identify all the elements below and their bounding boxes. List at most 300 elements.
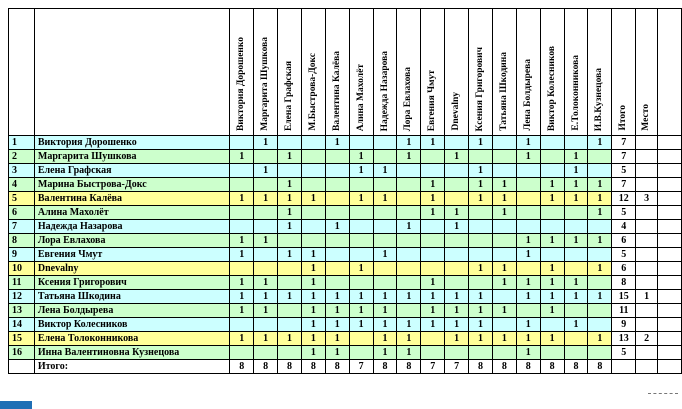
vote-cell: 1: [564, 164, 588, 178]
vote-cell: 1: [516, 150, 540, 164]
vote-cell: 1: [254, 304, 278, 318]
vote-cell: 1: [588, 234, 612, 248]
column-header: [349, 9, 373, 136]
vote-cell: [588, 164, 612, 178]
vote-cell: [373, 276, 397, 290]
row-total: 5: [612, 248, 636, 262]
row-place: [636, 164, 658, 178]
vote-cell: [516, 304, 540, 318]
vote-cell: 1: [254, 192, 278, 206]
cell-selection-marker: [0, 401, 32, 409]
row-number: 15: [9, 332, 35, 346]
row-number: 5: [9, 192, 35, 206]
vote-cell: [469, 346, 493, 360]
vote-cell: [349, 206, 373, 220]
vote-cell: 1: [445, 318, 469, 332]
vote-cell: 1: [373, 332, 397, 346]
participant-name: Елена Графская: [34, 164, 229, 178]
vote-cell: 1: [349, 290, 373, 304]
vote-cell: 1: [492, 206, 516, 220]
header-number-cell: [9, 9, 35, 136]
vote-cell: 1: [516, 276, 540, 290]
vote-cell: [349, 178, 373, 192]
column-total: 8: [588, 360, 612, 374]
vote-cell: 1: [230, 276, 254, 290]
vote-cell: 1: [230, 304, 254, 318]
vote-cell: 1: [588, 178, 612, 192]
column-header-label: Ксения Григорович: [475, 46, 486, 131]
vote-cell: [588, 248, 612, 262]
vote-cell: [469, 206, 493, 220]
vote-cell: [397, 276, 421, 290]
row-place: [636, 304, 658, 318]
vote-cell: [397, 304, 421, 318]
vote-cell: [397, 206, 421, 220]
vote-cell: 1: [397, 346, 421, 360]
vote-cell: [421, 346, 445, 360]
vote-cell: [230, 206, 254, 220]
participant-name: Валентина Калёва: [34, 192, 229, 206]
vote-cell: [516, 206, 540, 220]
dashed-divider: [648, 393, 678, 394]
row-number: 3: [9, 164, 35, 178]
vote-cell: [325, 262, 349, 276]
table-row: [9, 192, 682, 206]
row-total: 5: [612, 164, 636, 178]
vote-cell: [278, 262, 302, 276]
vote-cell: 1: [564, 290, 588, 304]
vote-cell: 1: [540, 290, 564, 304]
vote-cell: 1: [254, 332, 278, 346]
vote-cell: [445, 276, 469, 290]
vote-cell: 1: [469, 304, 493, 318]
vote-cell: 1: [564, 276, 588, 290]
column-header: [492, 9, 516, 136]
row-total: 6: [612, 262, 636, 276]
vote-cell: 1: [230, 248, 254, 262]
column-header-label: М.Быстрова-Докс: [307, 53, 318, 131]
vote-cell: [349, 234, 373, 248]
vote-cell: [325, 178, 349, 192]
vote-cell: 1: [397, 136, 421, 150]
vote-cell: 1: [469, 164, 493, 178]
vote-cell: [278, 276, 302, 290]
vote-cell: [230, 318, 254, 332]
vote-cell: [325, 164, 349, 178]
row-place: 1: [636, 290, 658, 304]
vote-cell: [397, 164, 421, 178]
participant-name: Лена Болдырева: [34, 304, 229, 318]
vote-cell: [445, 192, 469, 206]
header-total: [612, 9, 636, 136]
column-header-label: Валентина Калёва: [331, 51, 342, 131]
vote-cell: [469, 234, 493, 248]
vote-cell: [254, 262, 278, 276]
vote-cell: [373, 234, 397, 248]
vote-cell: [254, 346, 278, 360]
participant-name: Татьяна Шкодина: [34, 290, 229, 304]
vote-cell: [564, 346, 588, 360]
vote-cell: [492, 290, 516, 304]
vote-cell: 1: [445, 150, 469, 164]
vote-cell: [254, 206, 278, 220]
column-header-label: Татьяна Шкодина: [498, 52, 509, 131]
table-row: [9, 248, 682, 262]
vote-cell: [254, 248, 278, 262]
row-place: 2: [636, 332, 658, 346]
vote-cell: 1: [564, 178, 588, 192]
row-total: 9: [612, 318, 636, 332]
row-spacer: [658, 304, 682, 318]
vote-cell: [301, 178, 325, 192]
vote-cell: 1: [445, 220, 469, 234]
vote-cell: [397, 192, 421, 206]
vote-cell: 1: [492, 276, 516, 290]
row-spacer: [658, 136, 682, 150]
vote-cell: 1: [445, 206, 469, 220]
row-place: [636, 262, 658, 276]
vote-cell: [373, 220, 397, 234]
vote-cell: 1: [325, 304, 349, 318]
vote-cell: 1: [278, 178, 302, 192]
column-header-label: Виктория Дорошенко: [236, 37, 247, 131]
vote-cell: 1: [373, 192, 397, 206]
vote-cell: 1: [421, 276, 445, 290]
vote-cell: 1: [254, 276, 278, 290]
vote-cell: [421, 164, 445, 178]
column-header: [469, 9, 493, 136]
vote-cell: [230, 346, 254, 360]
vote-cell: [230, 262, 254, 276]
vote-cell: 1: [278, 220, 302, 234]
row-spacer: [658, 332, 682, 346]
row-total: 12: [612, 192, 636, 206]
vote-cell: 1: [469, 290, 493, 304]
vote-cell: [421, 248, 445, 262]
column-header: [373, 9, 397, 136]
vote-cell: [373, 262, 397, 276]
row-spacer: [658, 276, 682, 290]
vote-cell: 1: [325, 290, 349, 304]
vote-cell: [564, 206, 588, 220]
vote-cell: [373, 150, 397, 164]
column-header: [588, 9, 612, 136]
vote-cell: 1: [278, 248, 302, 262]
vote-cell: 1: [421, 206, 445, 220]
row-total: 7: [612, 150, 636, 164]
vote-cell: 1: [301, 276, 325, 290]
table-row: [9, 332, 682, 346]
row-place: [636, 234, 658, 248]
column-header-label: Е.Толоконникова: [570, 55, 581, 131]
column-total: 8: [469, 360, 493, 374]
vote-cell: 1: [540, 262, 564, 276]
column-total: 7: [349, 360, 373, 374]
vote-cell: 1: [516, 234, 540, 248]
vote-cell: 1: [301, 248, 325, 262]
column-total: 8: [516, 360, 540, 374]
row-spacer: [658, 318, 682, 332]
row-spacer: [658, 346, 682, 360]
vote-cell: 1: [492, 304, 516, 318]
vote-cell: 1: [325, 318, 349, 332]
vote-cell: 1: [588, 192, 612, 206]
vote-cell: [492, 164, 516, 178]
table-row: [9, 304, 682, 318]
vote-cell: 1: [325, 332, 349, 346]
row-number: 7: [9, 220, 35, 234]
table-row: [9, 290, 682, 304]
vote-cell: 1: [540, 332, 564, 346]
vote-cell: 1: [278, 290, 302, 304]
vote-cell: [373, 178, 397, 192]
vote-cell: 1: [421, 192, 445, 206]
row-total: 5: [612, 206, 636, 220]
vote-cell: [421, 332, 445, 346]
row-number: 10: [9, 262, 35, 276]
totals-row: [9, 360, 682, 374]
vote-cell: 1: [540, 234, 564, 248]
vote-cell: 1: [397, 220, 421, 234]
header-row: [9, 9, 682, 136]
vote-cell: [278, 136, 302, 150]
vote-cell: 1: [469, 262, 493, 276]
vote-cell: 1: [397, 318, 421, 332]
table-row: [9, 262, 682, 276]
row-total: 6: [612, 234, 636, 248]
vote-cell: 1: [445, 290, 469, 304]
vote-cell: 1: [325, 220, 349, 234]
row-spacer: [658, 290, 682, 304]
row-place: [636, 248, 658, 262]
vote-cell: 1: [278, 206, 302, 220]
vote-cell: 1: [230, 234, 254, 248]
vote-cell: [325, 248, 349, 262]
vote-cell: [492, 234, 516, 248]
vote-cell: 1: [588, 332, 612, 346]
vote-cell: [373, 206, 397, 220]
row-spacer: [658, 220, 682, 234]
vote-cell: 1: [325, 136, 349, 150]
column-header-label: Виктор Колесников: [546, 45, 557, 131]
place-header-label: Место: [641, 104, 652, 131]
vote-cell: [301, 136, 325, 150]
column-total: 8: [564, 360, 588, 374]
vote-cell: [540, 318, 564, 332]
participant-name: Виктор Колесников: [34, 318, 229, 332]
vote-cell: [540, 248, 564, 262]
row-number: 4: [9, 178, 35, 192]
row-place: [636, 220, 658, 234]
vote-cell: [564, 304, 588, 318]
column-total: 8: [540, 360, 564, 374]
row-spacer: [658, 206, 682, 220]
vote-cell: 1: [540, 178, 564, 192]
vote-cell: 1: [373, 290, 397, 304]
vote-cell: [445, 346, 469, 360]
vote-cell: 1: [469, 136, 493, 150]
row-spacer: [658, 234, 682, 248]
vote-cell: [588, 346, 612, 360]
column-total: 8: [373, 360, 397, 374]
vote-cell: [540, 220, 564, 234]
table-row: [9, 164, 682, 178]
vote-cell: 1: [230, 192, 254, 206]
vote-cell: 1: [349, 164, 373, 178]
column-header-label: И.В.Кузнецова: [594, 67, 605, 131]
vote-cell: [445, 234, 469, 248]
participant-name: Виктория Дорошенко: [34, 136, 229, 150]
vote-cell: [492, 136, 516, 150]
vote-cell: 1: [349, 150, 373, 164]
score-table: [8, 8, 682, 374]
vote-cell: [230, 178, 254, 192]
vote-cell: [230, 220, 254, 234]
row-number: 13: [9, 304, 35, 318]
vote-cell: 1: [516, 346, 540, 360]
vote-cell: 1: [373, 248, 397, 262]
participant-name: Алина Махолёт: [34, 206, 229, 220]
vote-cell: [397, 248, 421, 262]
vote-cell: [564, 332, 588, 346]
vote-cell: 1: [588, 206, 612, 220]
table-row: [9, 276, 682, 290]
vote-cell: [254, 150, 278, 164]
row-number: 1: [9, 136, 35, 150]
vote-cell: 1: [588, 262, 612, 276]
vote-cell: [397, 234, 421, 248]
vote-cell: [349, 276, 373, 290]
vote-cell: 1: [540, 192, 564, 206]
vote-cell: [540, 346, 564, 360]
vote-cell: 1: [492, 192, 516, 206]
vote-cell: [301, 220, 325, 234]
total-header-label: Итого: [618, 105, 629, 131]
vote-cell: [588, 304, 612, 318]
totals-empty: [658, 360, 682, 374]
vote-cell: 1: [421, 318, 445, 332]
column-header: [397, 9, 421, 136]
vote-cell: [301, 150, 325, 164]
row-spacer: [658, 192, 682, 206]
vote-cell: [516, 192, 540, 206]
row-spacer: [658, 178, 682, 192]
vote-cell: [230, 164, 254, 178]
vote-cell: 1: [492, 332, 516, 346]
vote-cell: 1: [301, 290, 325, 304]
vote-cell: 1: [278, 332, 302, 346]
row-spacer: [658, 248, 682, 262]
vote-cell: [325, 276, 349, 290]
vote-cell: [301, 164, 325, 178]
participant-name: Елена Толоконникова: [34, 332, 229, 346]
vote-cell: [492, 248, 516, 262]
table-row: [9, 206, 682, 220]
vote-cell: [230, 136, 254, 150]
column-header-label: Лена Болдырева: [522, 59, 533, 131]
row-total: 5: [612, 346, 636, 360]
column-header: [540, 9, 564, 136]
header-spacer: [658, 9, 682, 136]
vote-cell: 1: [516, 248, 540, 262]
vote-cell: [469, 150, 493, 164]
column-total: 8: [397, 360, 421, 374]
vote-cell: [492, 220, 516, 234]
column-header-label: Алина Махолёт: [355, 63, 366, 131]
vote-cell: [421, 220, 445, 234]
column-total: 8: [254, 360, 278, 374]
row-place: [636, 276, 658, 290]
vote-cell: [516, 164, 540, 178]
row-place: [636, 346, 658, 360]
participant-name: Марина Быстрова-Докс: [34, 178, 229, 192]
vote-cell: 1: [278, 150, 302, 164]
vote-cell: 1: [564, 150, 588, 164]
participant-name: Маргарита Шушкова: [34, 150, 229, 164]
column-header: [325, 9, 349, 136]
vote-cell: [421, 262, 445, 276]
vote-cell: 1: [492, 262, 516, 276]
vote-cell: 1: [278, 192, 302, 206]
vote-cell: 1: [469, 318, 493, 332]
column-header-label: Евгения Чмут: [427, 69, 438, 131]
vote-cell: 1: [516, 332, 540, 346]
vote-cell: [278, 304, 302, 318]
vote-cell: [540, 150, 564, 164]
participant-name: Евгения Чмут: [34, 248, 229, 262]
participant-name: Инна Валентиновна Кузнецова: [34, 346, 229, 360]
vote-cell: [445, 262, 469, 276]
vote-cell: 1: [301, 332, 325, 346]
column-total: 8: [278, 360, 302, 374]
header-name-cell: [34, 9, 229, 136]
table-row: [9, 136, 682, 150]
vote-cell: 1: [588, 290, 612, 304]
totals-empty: [636, 360, 658, 374]
row-place: 3: [636, 192, 658, 206]
column-header: [278, 9, 302, 136]
vote-cell: [421, 150, 445, 164]
vote-cell: [469, 248, 493, 262]
vote-cell: 1: [230, 290, 254, 304]
vote-cell: 1: [301, 346, 325, 360]
vote-cell: 1: [349, 192, 373, 206]
vote-cell: [325, 206, 349, 220]
vote-cell: 1: [301, 262, 325, 276]
table-row: [9, 150, 682, 164]
vote-cell: 1: [516, 290, 540, 304]
row-total: 15: [612, 290, 636, 304]
row-number: 16: [9, 346, 35, 360]
row-number: 2: [9, 150, 35, 164]
vote-cell: 1: [373, 304, 397, 318]
totals-empty: [612, 360, 636, 374]
vote-cell: 1: [373, 346, 397, 360]
vote-cell: 1: [564, 234, 588, 248]
vote-cell: [278, 318, 302, 332]
vote-cell: [588, 318, 612, 332]
vote-cell: 1: [397, 332, 421, 346]
participant-name: Ксения Григорович: [34, 276, 229, 290]
vote-cell: [564, 248, 588, 262]
vote-cell: 1: [588, 136, 612, 150]
column-header: [301, 9, 325, 136]
vote-cell: 1: [421, 178, 445, 192]
row-place: [636, 150, 658, 164]
row-total: 7: [612, 178, 636, 192]
column-header: [230, 9, 254, 136]
row-number: 12: [9, 290, 35, 304]
